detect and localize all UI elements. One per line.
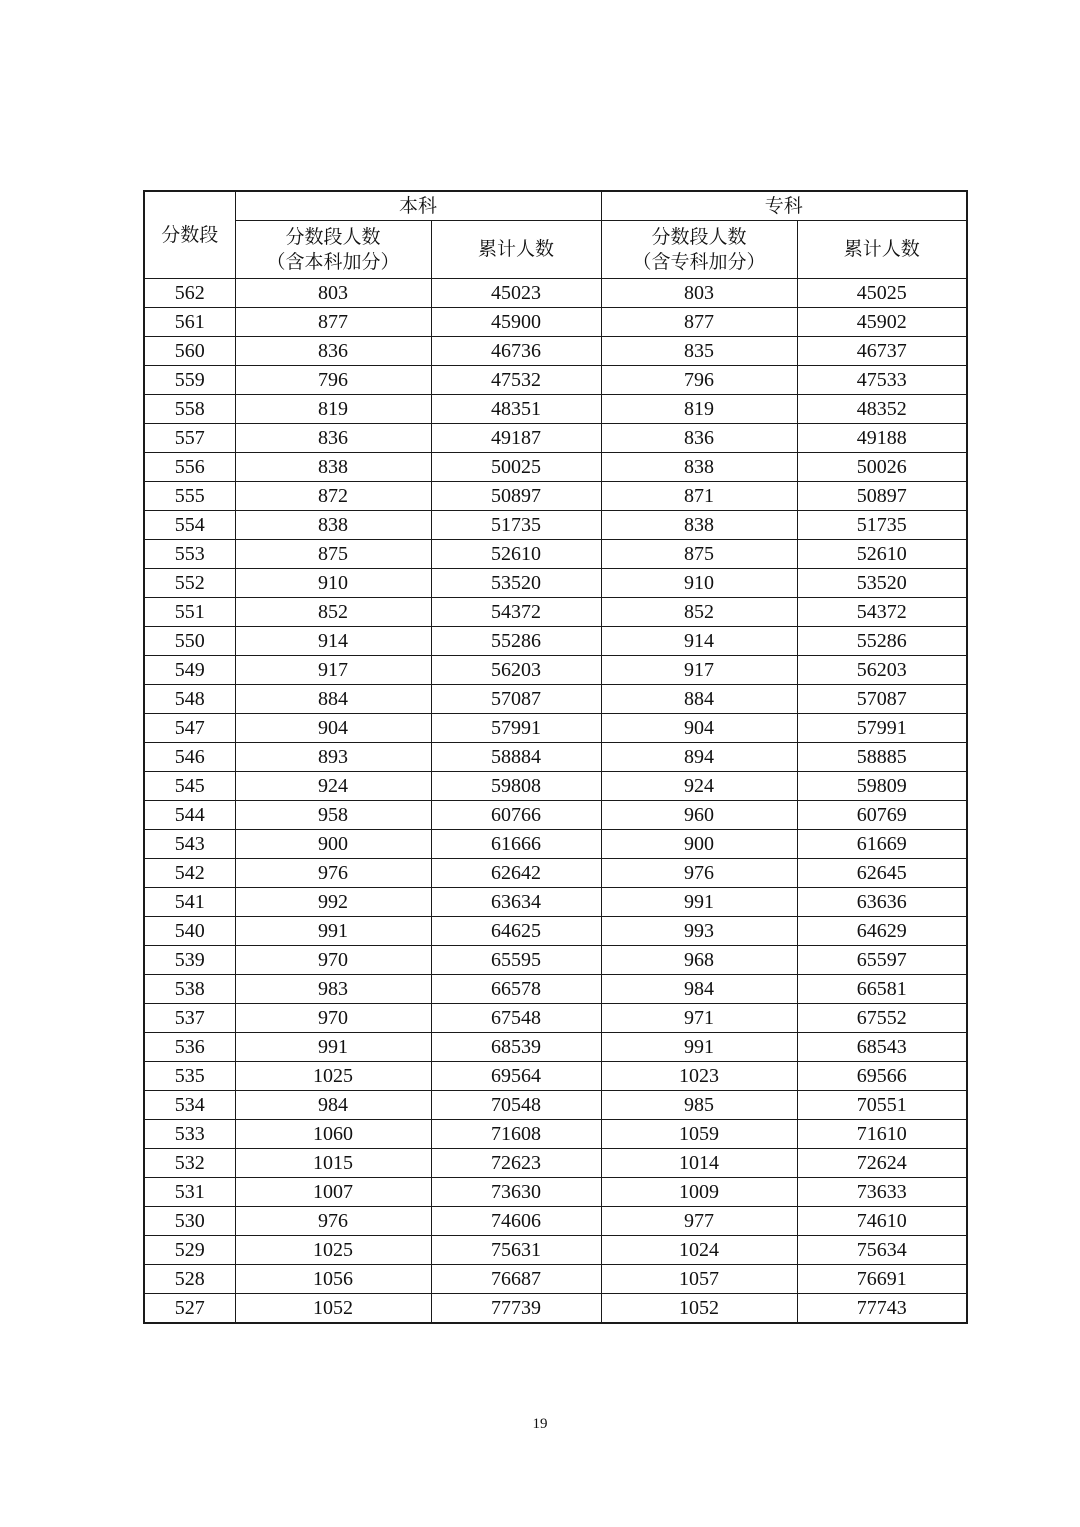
junior-count-cell: 1057	[601, 1265, 797, 1294]
table-row	[144, 1004, 967, 1033]
undergrad-cumulative-cell: 64625	[431, 917, 601, 946]
undergrad-count-header-line1: 分数段人数	[285, 225, 381, 248]
junior-cumulative-cell: 63636	[797, 888, 967, 917]
junior-count-cell: 796	[601, 366, 797, 395]
score-band-cell: 541	[144, 888, 235, 917]
junior-count-cell: 1023	[601, 1062, 797, 1091]
junior-cumulative-cell: 60769	[797, 801, 967, 830]
table-row	[144, 627, 967, 656]
junior-count-cell: 917	[601, 656, 797, 685]
undergrad-count-cell: 838	[235, 511, 431, 540]
undergrad-cumulative-cell: 71608	[431, 1120, 601, 1149]
undergrad-count-cell: 976	[235, 859, 431, 888]
junior-cumulative-cell: 61669	[797, 830, 967, 859]
undergrad-count-cell: 904	[235, 714, 431, 743]
undergrad-cumulative-cell: 55286	[431, 627, 601, 656]
table-row	[144, 714, 967, 743]
junior-count-header-line2: （含专科加分）	[632, 250, 766, 273]
score-band-cell: 542	[144, 859, 235, 888]
junior-cumulative-cell: 56203	[797, 656, 967, 685]
undergrad-cumulative-cell: 58884	[431, 743, 601, 772]
junior-count-cell: 877	[601, 308, 797, 337]
score-band-cell: 549	[144, 656, 235, 685]
score-band-cell: 538	[144, 975, 235, 1004]
table-row	[144, 975, 967, 1004]
junior-count-cell: 819	[601, 395, 797, 424]
junior-count-cell: 1052	[601, 1294, 797, 1324]
junior-cumulative-cell: 76691	[797, 1265, 967, 1294]
header-row-columns	[144, 221, 967, 279]
junior-cumulative-cell: 71610	[797, 1120, 967, 1149]
undergrad-cumulative-cell: 60766	[431, 801, 601, 830]
score-band-cell: 533	[144, 1120, 235, 1149]
table-row	[144, 598, 967, 627]
undergrad-count-cell: 1025	[235, 1236, 431, 1265]
undergrad-count-cell: 900	[235, 830, 431, 859]
undergrad-cumulative-cell: 61666	[431, 830, 601, 859]
undergrad-cumulative-cell: 67548	[431, 1004, 601, 1033]
junior-cumulative-cell: 67552	[797, 1004, 967, 1033]
junior-cumulative-cell: 59809	[797, 772, 967, 801]
undergrad-count-cell: 924	[235, 772, 431, 801]
table-row	[144, 1178, 967, 1207]
junior-count-cell: 991	[601, 1033, 797, 1062]
score-band-cell: 531	[144, 1178, 235, 1207]
undergrad-count-cell: 1052	[235, 1294, 431, 1324]
undergrad-count-cell: 1015	[235, 1149, 431, 1178]
undergrad-count-cell: 958	[235, 801, 431, 830]
junior-cumulative-cell: 69566	[797, 1062, 967, 1091]
undergrad-cumulative-cell: 56203	[431, 656, 601, 685]
score-band-cell: 554	[144, 511, 235, 540]
table-row	[144, 337, 967, 366]
score-band-cell: 561	[144, 308, 235, 337]
score-band-cell: 534	[144, 1091, 235, 1120]
score-band-cell: 548	[144, 685, 235, 714]
undergrad-count-cell: 1056	[235, 1265, 431, 1294]
table-row	[144, 1207, 967, 1236]
junior-count-cell: 1009	[601, 1178, 797, 1207]
undergrad-cumulative-cell: 66578	[431, 975, 601, 1004]
junior-count-cell: 871	[601, 482, 797, 511]
undergrad-count-cell: 872	[235, 482, 431, 511]
table-row	[144, 453, 967, 482]
undergrad-cumulative-cell: 48351	[431, 395, 601, 424]
undergrad-cumulative-cell: 74606	[431, 1207, 601, 1236]
score-band-cell: 547	[144, 714, 235, 743]
undergrad-cumulative-cell: 49187	[431, 424, 601, 453]
score-band-cell: 559	[144, 366, 235, 395]
table-body	[144, 279, 967, 1324]
junior-cumulative-cell: 45902	[797, 308, 967, 337]
junior-count-cell: 852	[601, 598, 797, 627]
undergrad-cumulative-cell: 51735	[431, 511, 601, 540]
undergrad-cumulative-cell: 72623	[431, 1149, 601, 1178]
undergrad-cumulative-cell: 45023	[431, 279, 601, 308]
junior-count-cell: 904	[601, 714, 797, 743]
junior-cumulative-cell: 50897	[797, 482, 967, 511]
table-row	[144, 743, 967, 772]
table-row	[144, 540, 967, 569]
junior-group-header: 专科	[601, 191, 967, 221]
undergrad-count-cell: 970	[235, 1004, 431, 1033]
table-row	[144, 1294, 967, 1324]
junior-count-cell: 924	[601, 772, 797, 801]
undergrad-cumulative-cell: 68539	[431, 1033, 601, 1062]
undergrad-cumulative-cell: 73630	[431, 1178, 601, 1207]
undergrad-count-cell: 884	[235, 685, 431, 714]
junior-cumulative-cell: 47533	[797, 366, 967, 395]
table-row	[144, 859, 967, 888]
junior-count-cell: 875	[601, 540, 797, 569]
score-band-cell: 553	[144, 540, 235, 569]
junior-count-cell: 838	[601, 453, 797, 482]
undergrad-cumulative-cell: 52610	[431, 540, 601, 569]
undergrad-cumulative-cell: 65595	[431, 946, 601, 975]
junior-count-cell: 1024	[601, 1236, 797, 1265]
undergrad-cumulative-cell: 54372	[431, 598, 601, 627]
table-row	[144, 656, 967, 685]
score-band-cell: 528	[144, 1265, 235, 1294]
junior-cumulative-cell: 57991	[797, 714, 967, 743]
score-distribution-table	[143, 190, 968, 1324]
junior-cumulative-cell: 52610	[797, 540, 967, 569]
table-row	[144, 1091, 967, 1120]
junior-cumulative-cell: 55286	[797, 627, 967, 656]
junior-cumulative-cell: 45025	[797, 279, 967, 308]
table-row	[144, 308, 967, 337]
junior-cumulative-cell: 77743	[797, 1294, 967, 1324]
undergrad-count-cell: 984	[235, 1091, 431, 1120]
junior-count-cell: 984	[601, 975, 797, 1004]
table-row	[144, 511, 967, 540]
undergrad-count-cell: 836	[235, 337, 431, 366]
undergrad-count-cell: 991	[235, 1033, 431, 1062]
table-header	[144, 191, 967, 279]
table-row	[144, 424, 967, 453]
undergrad-count-cell: 992	[235, 888, 431, 917]
table-row	[144, 1149, 967, 1178]
junior-count-cell: 971	[601, 1004, 797, 1033]
score-band-cell: 539	[144, 946, 235, 975]
score-band-cell: 552	[144, 569, 235, 598]
undergrad-count-cell: 991	[235, 917, 431, 946]
undergrad-count-cell: 852	[235, 598, 431, 627]
score-band-cell: 555	[144, 482, 235, 511]
junior-count-cell: 894	[601, 743, 797, 772]
score-band-cell: 546	[144, 743, 235, 772]
junior-count-cell: 914	[601, 627, 797, 656]
undergrad-cumulative-cell: 47532	[431, 366, 601, 395]
header-row-groups	[144, 191, 967, 221]
table-row	[144, 830, 967, 859]
undergrad-count-cell: 893	[235, 743, 431, 772]
junior-cumulative-cell: 50026	[797, 453, 967, 482]
table-row	[144, 1120, 967, 1149]
junior-cumulative-cell: 64629	[797, 917, 967, 946]
undergrad-cumulative-cell: 57087	[431, 685, 601, 714]
table-row	[144, 1236, 967, 1265]
table-row	[144, 946, 967, 975]
junior-cumulative-cell: 68543	[797, 1033, 967, 1062]
undergrad-count-cell: 970	[235, 946, 431, 975]
table-row	[144, 279, 967, 308]
junior-cumulative-cell: 58885	[797, 743, 967, 772]
undergrad-cumulative-cell: 50025	[431, 453, 601, 482]
table-row	[144, 1265, 967, 1294]
junior-count-cell: 838	[601, 511, 797, 540]
undergrad-cumulative-cell: 75631	[431, 1236, 601, 1265]
undergrad-count-cell: 1007	[235, 1178, 431, 1207]
junior-count-cell: 977	[601, 1207, 797, 1236]
score-band-cell: 551	[144, 598, 235, 627]
score-band-cell: 536	[144, 1033, 235, 1062]
table-row	[144, 366, 967, 395]
table-row	[144, 1062, 967, 1091]
junior-count-cell: 960	[601, 801, 797, 830]
undergrad-group-header: 本科	[235, 191, 601, 221]
junior-cumulative-cell: 46737	[797, 337, 967, 366]
undergrad-count-cell: 983	[235, 975, 431, 1004]
junior-count-cell: 884	[601, 685, 797, 714]
junior-cumulative-header: 累计人数	[797, 221, 967, 279]
undergrad-count-cell: 875	[235, 540, 431, 569]
undergrad-cumulative-cell: 63634	[431, 888, 601, 917]
undergrad-count-cell: 1025	[235, 1062, 431, 1091]
table-row	[144, 685, 967, 714]
junior-cumulative-cell: 72624	[797, 1149, 967, 1178]
junior-count-cell: 835	[601, 337, 797, 366]
junior-cumulative-cell: 48352	[797, 395, 967, 424]
undergrad-count-cell: 914	[235, 627, 431, 656]
junior-cumulative-cell: 57087	[797, 685, 967, 714]
undergrad-count-cell: 877	[235, 308, 431, 337]
table-row	[144, 888, 967, 917]
score-band-cell: 540	[144, 917, 235, 946]
undergrad-cumulative-cell: 45900	[431, 308, 601, 337]
score-band-cell: 537	[144, 1004, 235, 1033]
undergrad-count-cell: 910	[235, 569, 431, 598]
table-row	[144, 569, 967, 598]
undergrad-cumulative-cell: 53520	[431, 569, 601, 598]
table-row	[144, 917, 967, 946]
junior-count-cell: 968	[601, 946, 797, 975]
junior-count-cell: 910	[601, 569, 797, 598]
junior-count-cell: 1014	[601, 1149, 797, 1178]
junior-count-cell: 836	[601, 424, 797, 453]
score-band-cell: 558	[144, 395, 235, 424]
undergrad-count-cell: 1060	[235, 1120, 431, 1149]
score-band-cell: 543	[144, 830, 235, 859]
undergrad-cumulative-cell: 70548	[431, 1091, 601, 1120]
undergrad-count-header	[235, 221, 431, 279]
score-band-header: 分数段	[144, 191, 235, 279]
score-band-cell: 544	[144, 801, 235, 830]
junior-cumulative-cell: 73633	[797, 1178, 967, 1207]
junior-count-cell: 900	[601, 830, 797, 859]
undergrad-cumulative-cell: 46736	[431, 337, 601, 366]
junior-cumulative-cell: 66581	[797, 975, 967, 1004]
undergrad-count-header-line2: （含本科加分）	[266, 250, 400, 273]
undergrad-cumulative-cell: 62642	[431, 859, 601, 888]
junior-count-cell: 991	[601, 888, 797, 917]
score-band-cell: 560	[144, 337, 235, 366]
junior-cumulative-cell: 54372	[797, 598, 967, 627]
score-band-cell: 530	[144, 1207, 235, 1236]
junior-count-header-line1: 分数段人数	[651, 225, 747, 248]
table-row	[144, 801, 967, 830]
undergrad-count-cell: 803	[235, 279, 431, 308]
score-band-cell: 527	[144, 1294, 235, 1324]
score-band-cell: 545	[144, 772, 235, 801]
score-band-cell: 562	[144, 279, 235, 308]
score-band-cell: 556	[144, 453, 235, 482]
undergrad-cumulative-cell: 77739	[431, 1294, 601, 1324]
table-row	[144, 482, 967, 511]
undergrad-cumulative-cell: 69564	[431, 1062, 601, 1091]
junior-count-cell: 976	[601, 859, 797, 888]
junior-count-header	[601, 221, 797, 279]
junior-cumulative-cell: 53520	[797, 569, 967, 598]
undergrad-count-cell: 836	[235, 424, 431, 453]
junior-cumulative-cell: 65597	[797, 946, 967, 975]
score-band-cell: 532	[144, 1149, 235, 1178]
table-row	[144, 772, 967, 801]
undergrad-count-cell: 819	[235, 395, 431, 424]
undergrad-count-cell: 917	[235, 656, 431, 685]
undergrad-cumulative-cell: 59808	[431, 772, 601, 801]
undergrad-cumulative-header: 累计人数	[431, 221, 601, 279]
junior-count-cell: 993	[601, 917, 797, 946]
junior-cumulative-cell: 62645	[797, 859, 967, 888]
junior-count-cell: 1059	[601, 1120, 797, 1149]
junior-count-cell: 985	[601, 1091, 797, 1120]
score-band-cell: 550	[144, 627, 235, 656]
score-band-cell: 557	[144, 424, 235, 453]
junior-cumulative-cell: 75634	[797, 1236, 967, 1265]
junior-count-cell: 803	[601, 279, 797, 308]
score-band-cell: 529	[144, 1236, 235, 1265]
undergrad-cumulative-cell: 50897	[431, 482, 601, 511]
table-row	[144, 1033, 967, 1062]
undergrad-count-cell: 976	[235, 1207, 431, 1236]
junior-cumulative-cell: 74610	[797, 1207, 967, 1236]
undergrad-cumulative-cell: 76687	[431, 1265, 601, 1294]
table-row	[144, 395, 967, 424]
junior-cumulative-cell: 49188	[797, 424, 967, 453]
undergrad-count-cell: 796	[235, 366, 431, 395]
junior-cumulative-cell: 70551	[797, 1091, 967, 1120]
score-band-cell: 535	[144, 1062, 235, 1091]
undergrad-cumulative-cell: 57991	[431, 714, 601, 743]
undergrad-count-cell: 838	[235, 453, 431, 482]
page-number: 19	[532, 1416, 548, 1432]
junior-cumulative-cell: 51735	[797, 511, 967, 540]
